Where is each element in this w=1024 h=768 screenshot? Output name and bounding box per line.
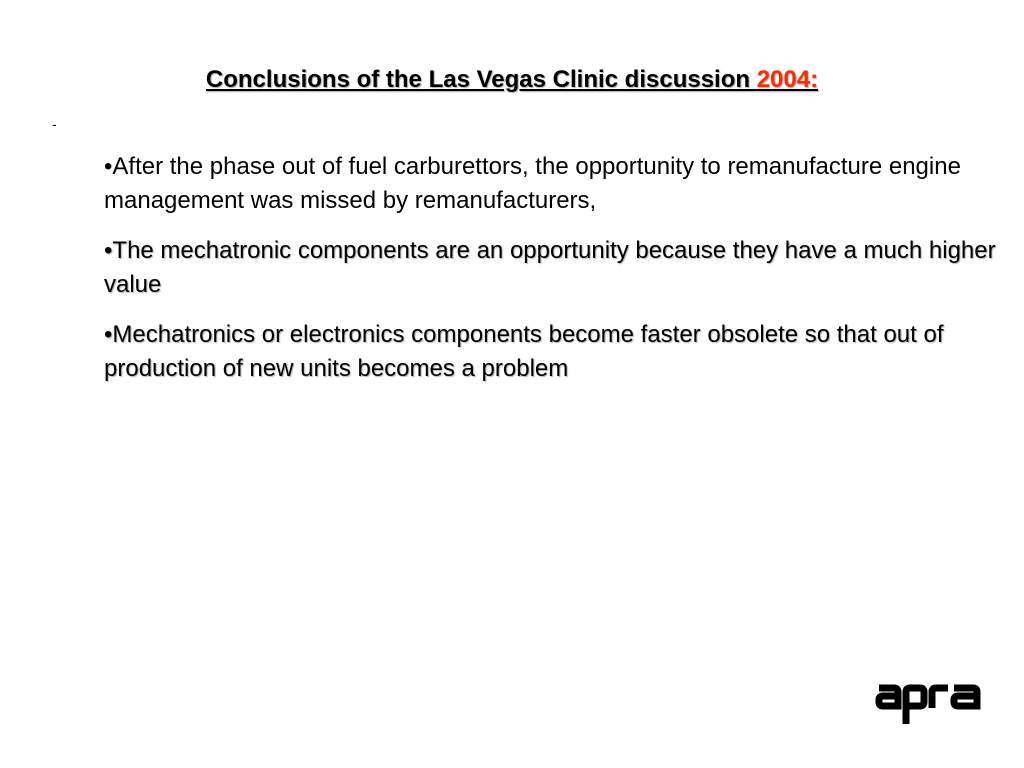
title-year-text: 2004: — [756, 66, 819, 93]
title-main-text: Conclusions of the Las Vegas Clinic discussion — [205, 66, 757, 93]
bullet-item-1: •After the phase out of fuel carburettors, the opportunity to remanufacture engine management was missed by remanufacturers, — [104, 153, 961, 214]
bullet-item-2: •The mechatronic components are an opportunity because they have a much higher value — [104, 237, 996, 298]
slide-title — [0, 66, 1024, 94]
dash-marker: - — [52, 116, 57, 132]
bullet-list — [104, 150, 1009, 402]
bullet-item-3: •Mechatronics or electronics components become faster obsolete so that out of production of new units becomes a problem — [104, 321, 944, 382]
apra-logo-icon — [874, 672, 984, 728]
